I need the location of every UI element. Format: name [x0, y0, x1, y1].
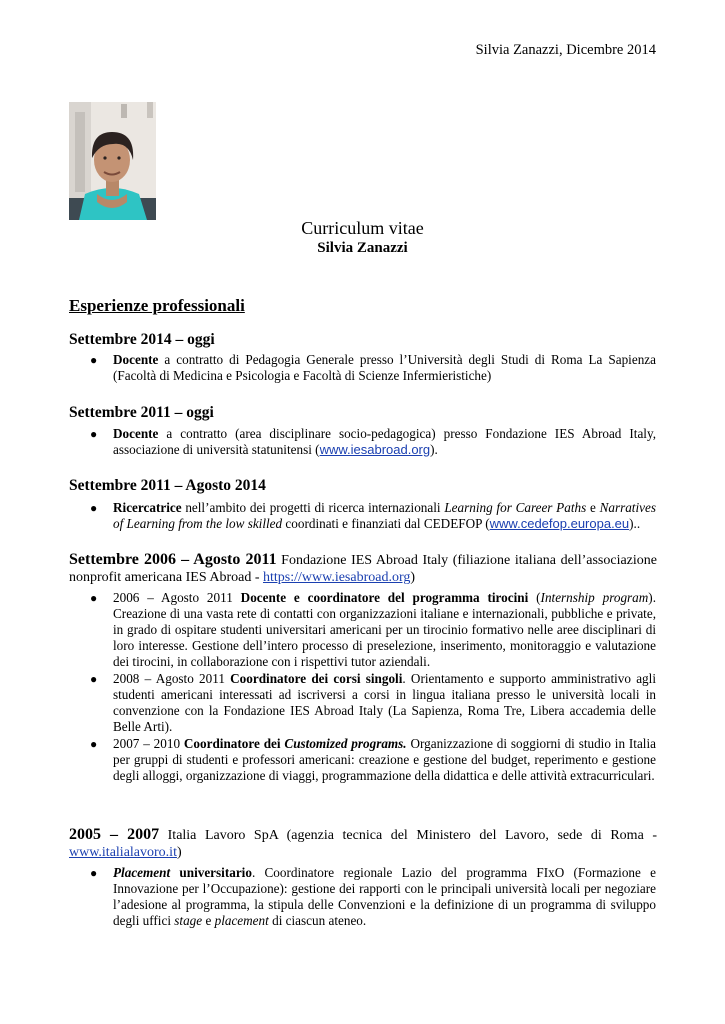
role-label: Docente e coordinatore del programma tirocini: [240, 590, 529, 605]
list-item: [88, 736, 656, 784]
item-text: e: [202, 913, 215, 928]
entry-bullets: [88, 865, 656, 930]
entry-bullets: [88, 590, 656, 785]
iesabroad-link[interactable]: www.iesabroad.org: [319, 442, 431, 457]
italialavoro-link[interactable]: www.italialavoro.it: [69, 844, 177, 860]
item-text: ).: [430, 442, 438, 457]
org-text: Italia Lavoro SpA (agenzia tecnica del Ministero del Lavoro, sede di Roma -: [159, 828, 657, 843]
entry-bullets: [88, 500, 656, 533]
program-name: Customized programs.: [284, 736, 407, 751]
section-heading: Esperienze professionali: [69, 296, 245, 315]
item-dates: 2007 – 2010: [113, 736, 184, 751]
org-text: ): [410, 569, 416, 585]
bullet-icon: ●: [90, 427, 98, 441]
project-name: Learning for Career Paths: [444, 500, 587, 515]
item-dates: 2006 – Agosto 2011: [113, 590, 241, 605]
list-item: [88, 426, 656, 458]
org-text: ): [176, 844, 182, 860]
cv-name: Silvia Zanazzi: [317, 240, 408, 256]
role-label: Coordinatore dei corsi singoli: [230, 671, 403, 686]
item-text: di ciascun ateneo.: [268, 913, 367, 928]
role-label: Placement: [113, 865, 171, 880]
item-text: Organizzazione di soggiorni di studio in Italia per gruppi di studenti e professori americani: creazione e gestione del budget, reperimento e gestione degli alloggi, organizzazione di viaggi, programmazione della didattica e delle attività extracurriculari.: [113, 736, 656, 783]
item-text: . Coordinatore regionale Lazio del programma FIxO (Formazione e Innovazione per l’Occupazione): gestione dei rapporti con le principali università locali per negoziare l’adesione al programma, la stipula delle Convenzioni e la definizione di un programma di sviluppo degli uffici: [113, 865, 656, 928]
bullet-icon: ●: [90, 591, 98, 605]
bullet-icon: ●: [90, 501, 98, 515]
item-text: (: [528, 590, 541, 605]
entry-lead: [69, 827, 657, 861]
entry-lead: [69, 552, 657, 586]
list-item: [88, 500, 656, 532]
item-text: )..: [629, 516, 641, 531]
bullet-icon: ●: [90, 353, 98, 367]
cedefop-link[interactable]: www.cedefop.europa.eu: [489, 516, 630, 531]
author-date: Silvia Zanazzi, Dicembre 2014: [475, 42, 656, 58]
role-label: Coordinatore dei: [183, 736, 285, 751]
term-stage: stage: [174, 913, 203, 928]
bullet-icon: ●: [90, 737, 98, 751]
list-item: [88, 671, 656, 735]
item-text: e: [586, 500, 600, 515]
iesabroad-https-link[interactable]: https://www.iesabroad.org: [263, 569, 411, 585]
project-name: Narratives of Learning from the low skilled: [113, 500, 656, 531]
bullet-icon: ●: [90, 672, 98, 686]
item-text: a contratto (area disciplinare socio-pedagogica) presso Fondazione IES Abroad Italy, associazione di università statunitensi (: [113, 426, 656, 457]
role-label: Ricercatrice: [113, 500, 182, 515]
item-text: . Orientamento e supporto amministrativo agli studenti americani interessati ad iscriversi a corsi in lingua italiana presso le università locali in convenzione con la Fondazione IES Abroad Italy (La Sapienza, Roma Tre, Libera accademia delle Belle Arti).: [113, 671, 656, 734]
cv-title: Curriculum vitae: [301, 218, 424, 238]
list-item: [88, 352, 656, 384]
list-item: [88, 590, 656, 670]
item-text: nell’ambito dei progetti di ricerca internazionali: [181, 500, 445, 515]
item-text: ). Creazione di una vasta rete di contatti con organizzazioni italiane e internazionali, pubbliche e private, in grado di ospitare studenti universitari americani per un tirocinio formativo nelle aree disciplinari di loro interesse. Gestione dell’intero processo di preselezione, inserimento, monitoraggio e valutazione dei tirocini, in collaborazione con i rispettivi tutor aziendali.: [113, 590, 656, 669]
term-placement: placement: [214, 913, 269, 928]
org-text: Fondazione IES Abroad Italy (filiazione italiana dell’associazione nonprofit americana IES Abroad -: [69, 553, 658, 585]
entry-period: Settembre 2011 – Agosto 2014: [69, 477, 266, 494]
role-label: Docente: [113, 352, 159, 367]
cv-title-block: [0, 218, 725, 257]
entry-bullets: [88, 426, 656, 459]
list-item: [88, 865, 656, 929]
entry-period: Settembre 2011 – oggi: [69, 404, 214, 421]
item-text: coordinati e finanziati dal CEDEFOP (: [282, 516, 490, 531]
program-name: Internship program: [540, 590, 649, 605]
entry-period: Settembre 2006 – Agosto 2011: [69, 551, 277, 568]
role-label: universitario: [170, 865, 252, 880]
role-label: Docente: [113, 426, 159, 441]
entry-period: Settembre 2014 – oggi: [69, 331, 215, 348]
item-dates: 2008 – Agosto 2011: [113, 671, 231, 686]
item-text: a contratto di Pedagogia Generale presso l’Università degli Studi di Roma La Sapienza (Facoltà di Medicina e Psicologia e Facoltà di Scienze Infermieristiche): [113, 352, 656, 383]
entry-bullets: [88, 352, 656, 385]
bullet-icon: ●: [90, 866, 98, 880]
entry-period: 2005 – 2007: [69, 826, 160, 843]
profile-photo: [69, 102, 156, 220]
portrait-image: [69, 102, 156, 220]
